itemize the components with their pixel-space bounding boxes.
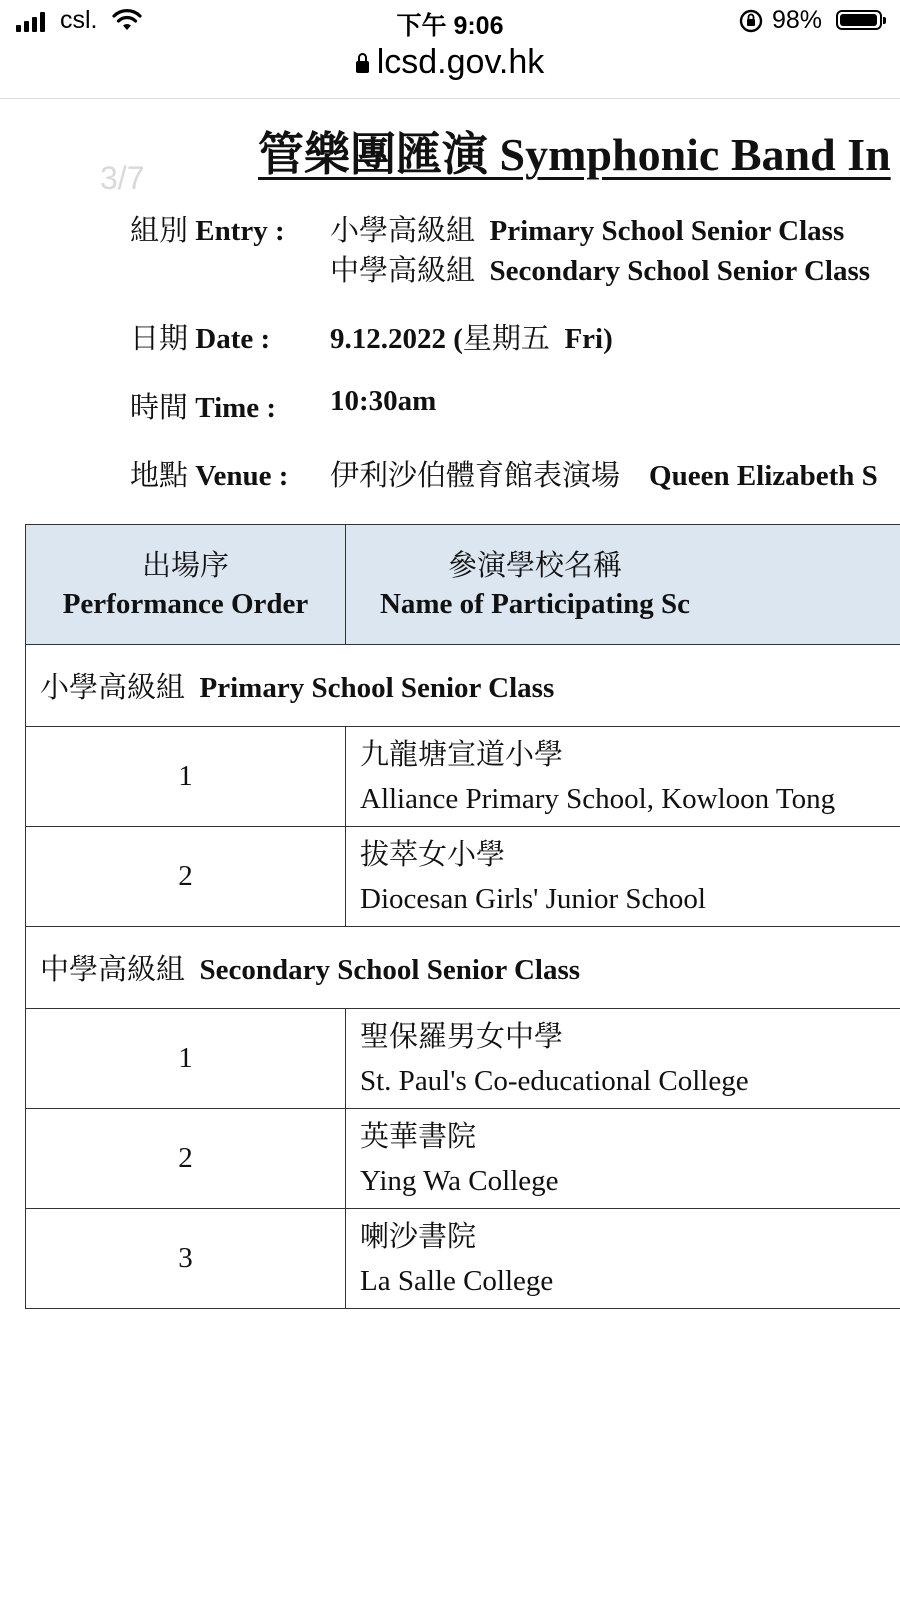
school-name-cell: 九龍塘宣道小學 Alliance Primary School, Kowloon Tong	[346, 727, 900, 827]
battery-percentage: 98%	[772, 6, 823, 34]
page-indicator: 3/7	[100, 160, 145, 196]
document-title: 管樂團匯演 Symphonic Band In	[258, 129, 891, 180]
wifi-icon	[112, 8, 142, 32]
school-name-cell: 聖保羅男女中學 St. Paul's Co-educational College	[346, 1009, 900, 1109]
table-row	[26, 1209, 900, 1309]
school-name-cell: 英華書院 Ying Wa College	[346, 1109, 900, 1209]
performance-schedule-table	[25, 524, 900, 1309]
table-header-row	[26, 525, 900, 645]
table-row	[26, 727, 900, 827]
header-school-name: 參演學校名稱 Name of Participating Sc	[346, 525, 900, 645]
entry-value-primary: 小學高級組 Primary School Senior Class	[330, 215, 845, 247]
status-clock: 下午 9:06	[396, 12, 504, 40]
school-name-cell: 拔萃女小學 Diocesan Girls' Junior School	[346, 827, 900, 927]
order-cell: 2	[26, 827, 346, 927]
time-value: 10:30am	[330, 385, 437, 417]
status-bar	[0, 0, 900, 44]
table-row	[26, 827, 900, 927]
date-label: 日期 Date :	[130, 323, 271, 355]
cellular-signal-icon	[16, 12, 45, 32]
table-row	[26, 1009, 900, 1109]
entry-value-secondary: 中學高級組 Secondary School Senior Class	[330, 255, 871, 287]
entry-label: 組別 Entry :	[130, 215, 285, 247]
venue-value: 伊利沙伯體育館表演場 Queen Elizabeth S	[330, 460, 878, 492]
section-row-primary: 小學高級組 Primary School Senior Class	[26, 645, 900, 727]
order-cell: 1	[26, 1009, 346, 1109]
venue-label: 地點 Venue :	[130, 460, 289, 492]
battery-level-fill	[840, 14, 877, 26]
table-row	[26, 1109, 900, 1209]
time-label: 時間 Time :	[130, 392, 277, 424]
battery-icon	[836, 10, 882, 30]
school-name-cell: 喇沙書院 La Salle College	[346, 1209, 900, 1309]
document-view[interactable]	[0, 98, 900, 1600]
lock-icon	[356, 61, 369, 73]
header-performance-order: 出場序 Performance Order	[26, 525, 346, 645]
section-row-secondary: 中學高級組 Secondary School Senior Class	[26, 927, 900, 1009]
url-text: lcsd.gov.hk	[376, 43, 545, 81]
carrier-name: csl.	[60, 6, 98, 34]
rotation-lock-icon	[738, 8, 764, 34]
date-value: 9.12.2022 (星期五 Fri)	[330, 323, 613, 355]
order-cell: 3	[26, 1209, 346, 1309]
order-cell: 2	[26, 1109, 346, 1209]
address-bar[interactable]	[0, 40, 900, 99]
order-cell: 1	[26, 727, 346, 827]
